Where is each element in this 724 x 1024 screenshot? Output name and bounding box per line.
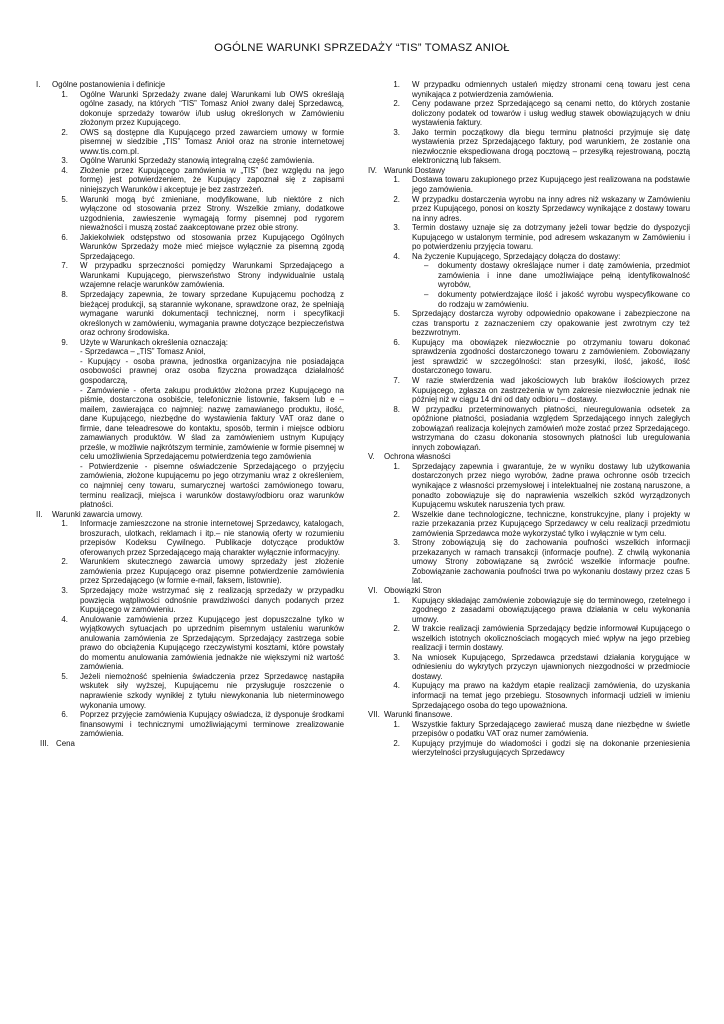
section-heading-obligations — [368, 586, 690, 596]
item-number: 3. — [393, 127, 400, 137]
item-text: Ogólne Warunki Sprzedaży zwane dalej Warunkami lub OWS określają ogólne zasady, na których “TIS” Tomasz Anioł zwany dalej Sprzedawcą, dokonuje sprzedaży towarów i/lub usług określonych w Zamówieniu złożonym przez Kupującego. — [80, 89, 344, 128]
definition-item: - Zamówienie - oferta zakupu produktów złożona przez Kupującego na piśmie, dostarczona osobiście, telefonicznie listownie, faksem lub e – mailem, zawierająca co najmniej: nazwę zamawianego produktu, ilość, dane Kupującego, niezbędne do wystawienia faktury VAT oraz dane o firmie, dane teleadresowe do kontaktu, sposób, termin i miejsce odbioru zamawianych produktów. W ślad za zamówieniem ustnym Kupujący prześle, w możliwie najkrótszym terminie, zamówienie w formie pisemnej w celu umożliwienia Sprzedającemu potwierdzenia tego zamówienia — [80, 385, 344, 462]
list-item — [368, 510, 690, 539]
section-number: III. — [40, 738, 49, 748]
item-number: 3. — [393, 223, 400, 233]
item-text: OWS są dostępne dla Kupującego przed zawarciem umowy w formie pisemnej w siedzibie „TIS” Tomasz Anioł oraz na stronie internetowej — [80, 127, 344, 147]
section-title: Ogólne postanowienia i definicje — [52, 80, 166, 89]
item-number: 1. — [393, 461, 400, 471]
item-text: Informacje zamieszczone na stronie internetowej Sprzedawcy, katalogach, broszurach, ulotkach, reklamach i itp.– nie stanowią oferty w rozumieniu przepisów Kodeksu Cywilnego. Publikacje dotyczące produktów oferowanych przez Sprzedającego mają charakter wyłącznie informacyjny. — [80, 519, 344, 557]
item-text: W przypadku przeterminowanych płatności, nieuregulowania odsetek za opóźnione płatności, posiadania względem Sprzedającego innych zaległych zobowiązań realizacja kolejnych zamówień może zostać przez Sprzedającego. wstrzymana do czasu dokonania stosownych płatności lub uregulowania innych zobowiązań. — [412, 404, 690, 452]
section-heading-general — [36, 80, 356, 90]
item-text: W trakcie realizacji zamówienia Sprzedający będzie informował Kupującego o wszelkich istotnych okolicznościach mogących mieć wpływ na jego przebieg realizacji i termin dostawy. — [412, 624, 690, 653]
item-text: Jeżeli niemożność spełnienia świadczenia przez Sprzedawcę nastąpiła wskutek siły wyższej, Kupującemu nie przysługuje roszczenie o naprawienie szkody wynikłej z tytułu niewykonania lub nieterminowego wykonania umowy. — [80, 671, 344, 710]
item-text: Strony zobowiązują się do zachowania poufności wszelkich informacji przekazanych w ramach transakcji (informacje poufne). Z chwilą wykonania umowy Strony zobowiązane są zwrócić wszelkie informacje poufne. Zobowiązanie zachowania poufności trwa po wykonaniu dostawy przez czas 5 lat. — [412, 538, 690, 586]
list-item — [368, 338, 690, 376]
section-number: VI. — [368, 585, 378, 595]
section-title: Warunki Dostawy — [384, 165, 446, 175]
list-item — [368, 195, 690, 224]
list-item — [36, 672, 356, 710]
item-text: Wszystkie faktury Sprzedającego zawierać muszą dane niezbędne w świetle przepisów o podatku VAT oraz numer zamówienia. — [412, 719, 690, 739]
item-number: 3. — [61, 585, 68, 595]
list-item — [368, 252, 690, 262]
website-link[interactable]: www.tis.com.pl. — [80, 145, 140, 156]
item-text: Termin dostawy uznaje się za dotrzymany jeżeli towar będzie do dyspozycji Kupującego w ustalonym terminie, pod adresem wskazanym w Zamówieniu i po potwierdzeniu przyjęcia towaru. — [412, 223, 690, 252]
item-number: 2. — [61, 127, 68, 137]
section-title: Cena — [56, 738, 75, 748]
list-item — [36, 233, 356, 262]
item-text: Sprzedający zapewnia, że towary sprzedane Kupującemu pochodzą z bieżącej produkcji, są starannie wykonane, sprawdzone oraz, że spełniają wymagane warunki dokumentacji technicznej, norm i specyfikacji określonych w zamówieniu, wymagania prawne dotyczące bezpieczeństwa oraz ochrony środowiska. — [80, 290, 344, 338]
section-number: I. — [36, 80, 41, 89]
item-number: 4. — [393, 251, 400, 261]
item-number: 1. — [61, 519, 68, 529]
item-number: 4. — [393, 681, 400, 691]
item-text: Poprzez przyjęcie zamówienia Kupujący oświadcza, iż dysponuje środkami finansowymi i technicznymi umożliwiającymi terminowe zrealizowanie zamówienia. — [80, 710, 344, 739]
item-number: 2. — [393, 738, 400, 748]
item-number: 4. — [61, 614, 68, 624]
list-item — [36, 586, 356, 615]
section-title: Warunki zawarcia umowy. — [52, 509, 143, 519]
item-number: 8. — [393, 404, 400, 414]
list-item — [36, 90, 356, 128]
item-text: Jako termin początkowy dla biegu terminu płatności przyjmuje się datę wystawienia przez Sprzedającego faktury, pod warunkiem, że zostanie ona niezwłocznie ekspediowana drogą pocztową – przesyłką rejestrowaną, pocztą elektroniczną lub faksem. — [412, 127, 690, 166]
section-title: Obowiązki Stron — [384, 585, 442, 595]
list-item — [36, 166, 356, 195]
definition-item: - Potwierdzenie - pisemne oświadczenie Sprzedającego o przyjęciu zamówienia, złożone kupującemu po jego otrzymaniu wraz z określeniem, co najmniej ceny towaru, sumarycznej wartości zamówionego towaru, terminu realizacji, miejsca i warunków dostawy/odbioru oraz warunków płatności. — [80, 461, 344, 510]
item-text: Warunkiem skutecznego zawarcia umowy sprzedaży jest złożenie zamówienia przez Kupującego oraz pisemne potwierdzenie zamówienia przez Sprzedającego (w formie e-mail, faksem, listownie). — [80, 557, 344, 586]
list-item — [368, 405, 690, 453]
definition-item: - Sprzedawca – „TIS” Tomasz Anioł, — [80, 347, 206, 357]
item-number: 2. — [61, 557, 68, 567]
item-number: 5. — [61, 194, 68, 204]
definition-item: - Kupujący - osoba prawna, jednostka organizacyjna nie posiadająca osobowości prawnej oraz osoba fizyczna prowadząca działalność gospodarczą, — [80, 356, 344, 385]
item-text: Sprzedający może wstrzymać się z realizacją sprzedaży w przypadku powzięcia wątpliwości odnośnie prawdziwości danych podanych przez Kupującego w zamówieniu. — [80, 585, 344, 615]
item-text: Użyte w Warunkach określenia oznaczają: — [80, 337, 228, 347]
item-number: 1. — [61, 89, 68, 99]
item-number: 6. — [61, 232, 68, 242]
left-column — [36, 80, 356, 748]
item-text: W przypadku sprzeczności pomiędzy Warunkami Sprzedającego a Warunkami Kupującego, pierwszeństwo Strony indywidualnie ustalą wzajemne relacje warunków zamówienia. — [80, 261, 344, 290]
item-text: Wszelkie dane technologiczne, techniczne, konstrukcyjne, plany i projekty w razie przekazania przez Kupującego Sprzedawcy w celu realizacji przedmiotu zamówienia Sprzedawca może wykorzystać tylko i wyłącznie w tym celu. — [412, 509, 690, 538]
list-item — [36, 128, 356, 157]
dash-text: dokumenty potwierdzające ilość i jakość wyrobu wyspecyfikowane co do rodzaju w zamówieniu. — [438, 290, 690, 309]
right-column — [368, 80, 690, 758]
item-number: 2. — [393, 99, 400, 109]
section-heading-financial — [368, 710, 690, 720]
list-item — [36, 338, 356, 348]
list-item — [368, 596, 690, 625]
item-text: Sprzedający zapewnia i gwarantuje, że w wyniku dostawy lub użytkowania dostarczonych przez niego wyrobów, żadne prawa ochronne osób trzecich wynikające z własności przemysłowej i intelektualnej nie zostaną naruszone, a ponadto zobowiązuje się do naprawienia wszelkich szkód wyrządzonych Kupującemu wskutek naruszenia tych praw. — [412, 461, 690, 510]
item-number: 6. — [393, 337, 400, 347]
item-number: 1. — [393, 719, 400, 729]
list-item — [36, 195, 356, 233]
item-text: W przypadku dostarczenia wyrobu na inny adres niż wskazany w Zamówieniu przez Kupującego, ponosi on koszty Sprzedawcy wynikające z dostawy towaru na inny adres. — [412, 194, 690, 223]
item-text: Kupujący ma obowiązek niezwłocznie po otrzymaniu towaru dokonać sprawdzenia zgodności dostarczonego towaru z zamówieniem. Zobowiązany jest sprawdzić w szczególności: stan przesyłki, ilość, jakość, ilość dostarczonego towaru. — [412, 337, 690, 376]
dash-item — [368, 290, 690, 309]
item-text: Ogólne Warunki Sprzedaży stanowią integralną część zamówienia. — [80, 156, 315, 166]
item-text: W przypadku odmiennych ustaleń między stronami ceną towaru jest cena wynikająca z potwierdzenia zamówienia. — [412, 80, 690, 99]
item-number: 3. — [393, 652, 400, 662]
item-number: 9. — [61, 337, 68, 347]
item-number: 1. — [393, 175, 400, 185]
item-text: Ceny podawane przez Sprzedającego są cenami netto, do których zostanie doliczony podatek od towarów i usług według stawek obowiązujących w dniu wystawienia faktury. — [412, 99, 690, 128]
list-item — [368, 624, 690, 653]
list-item — [368, 538, 690, 586]
list-item — [36, 156, 356, 166]
item-text: Kupujący ma prawo na każdym etapie realizacji zamówienia, do uzyskania informacji na temat jego przebiegu. Stosownych informacji udzieli w imieniu Sprzedającego osoba do tego upoważniona. — [412, 681, 690, 710]
section-title: Warunki finansowe. — [384, 710, 453, 720]
item-number: 8. — [61, 290, 68, 300]
item-number: 5. — [393, 309, 400, 319]
dash-text: dokumenty dostawy określające numer i datę zamówienia, przedmiot zamówienia i inne dane umożliwiające pełną identyfikowalność wyrobów, — [438, 261, 690, 290]
document-title: OGÓLNE WARUNKI SPRZEDAŻY “TIS” TOMASZ ANIOŁ — [214, 42, 510, 54]
list-item — [368, 720, 690, 739]
section-title: Ochrona własności — [384, 452, 451, 462]
list-item — [368, 309, 690, 338]
item-text: Na życzenie Kupującego, Sprzedający dołącza do dostawy: — [412, 251, 621, 261]
list-item — [36, 710, 356, 739]
section-number: II. — [36, 509, 43, 519]
list-item — [36, 261, 356, 290]
item-number: 7. — [61, 261, 68, 271]
item-text: Sprzedający dostarcza wyroby odpowiednio opakowane i zabezpieczone na czas transportu z zaznaczeniem czy opakowanie jest zwrotnym czy też bezzwrotnym. — [412, 309, 690, 338]
item-text: Kupujący składając zamówienie zobowiązuje się do terminowego, rzetelnego i zgodnego z zasadami obowiązującego prawa działania w celu wykonania umowy. — [412, 595, 690, 624]
section-heading-price — [36, 739, 356, 749]
item-number: 2. — [393, 509, 400, 519]
item-number: 2. — [393, 624, 400, 634]
list-item — [368, 80, 690, 99]
list-item — [36, 290, 356, 338]
list-item — [368, 223, 690, 252]
list-item — [368, 462, 690, 510]
item-number: 6. — [61, 710, 68, 720]
section-number: V. — [368, 452, 375, 462]
item-text: Anulowanie zamówienia przez Kupującego jest dopuszczalne tylko w wyjątkowych sytuacjach po uprzednim pisemnym ustaleniu warunków anulowania zamówienia ze Sprzedającym. Sprzedający zastrzega sobie prawo do obciążenia Kupującego rzeczywistymi kosztami, które powstały do momentu anulowania zamówienia jednakże nie większymi niż wartość zamówienia. — [80, 614, 344, 672]
item-text: Warunki mogą być zmieniane, modyfikowane, lub niektóre z nich wyłączone od stosowania przez Strony. Wszelkie zmiany, dodatkowe uzgodnienia, zawieszenie wymagają formy pisemnej pod rygorem nieważności i muszą zostać zaakceptowane przez obie strony. — [80, 194, 344, 233]
list-item — [368, 653, 690, 682]
item-number: 1. — [393, 80, 400, 89]
section-heading-contract — [36, 510, 356, 520]
list-item — [36, 557, 356, 586]
dash-mark: – — [424, 261, 429, 271]
list-item — [368, 739, 690, 758]
section-heading-property — [368, 452, 690, 462]
item-text: Złożenie przez Kupującego zamówienia w „TIS” (bez względu na jego formę) jest potwierdzeniem, że Kupujący zapoznał się z zapisami niniejszych Warunków i akceptuje je bez zastrzeżeń. — [80, 165, 344, 195]
item-number: 3. — [393, 538, 400, 548]
item-number: 5. — [61, 671, 68, 681]
item-number: 2. — [393, 194, 400, 204]
section-number: VII. — [368, 710, 380, 720]
item-text: Kupujący przyjmuje do wiadomości i godzi się na dokonanie przeniesienia wierzytelności przysługujących Sprzedawcy — [412, 738, 690, 758]
dash-mark: – — [424, 290, 429, 300]
item-text: W razie stwierdzenia wad jakościowych lub braków ilościowych przez Kupującego, zgłasza on zastrzeżenia w tym zakresie niezwłocznie jednak nie później niż w ciągu 14 dni od daty odbioru – dostawy. — [412, 375, 690, 405]
list-item — [36, 615, 356, 672]
list-item — [368, 376, 690, 405]
item-text: Jakiekolwiek odstępstwo od stosowania przez Kupującego Ogólnych Warunków Sprzedaży może mieć miejsce wyłącznie za pisemną zgodą Sprzedającego. — [80, 232, 344, 261]
section-heading-delivery — [368, 166, 690, 176]
dash-item — [368, 261, 690, 290]
list-item — [368, 681, 690, 710]
item-text: Na wniosek Kupującego, Sprzedawca przedstawi działania korygujące w odniesieniu do wykrytych przyczyn ujawnionych niezgodności w przedmiocie dostawy. — [412, 652, 690, 681]
list-item — [368, 128, 690, 166]
item-number: 4. — [61, 165, 68, 175]
list-item — [368, 99, 690, 128]
item-text: Dostawa towaru zakupionego przez Kupującego jest realizowana na podstawie jego zamówienia. — [412, 175, 690, 195]
list-item — [368, 175, 690, 194]
section-number: IV. — [368, 165, 377, 175]
list-item — [36, 519, 356, 557]
item-number: 3. — [61, 156, 68, 166]
item-number: 1. — [393, 595, 400, 605]
item-number: 7. — [393, 375, 400, 385]
